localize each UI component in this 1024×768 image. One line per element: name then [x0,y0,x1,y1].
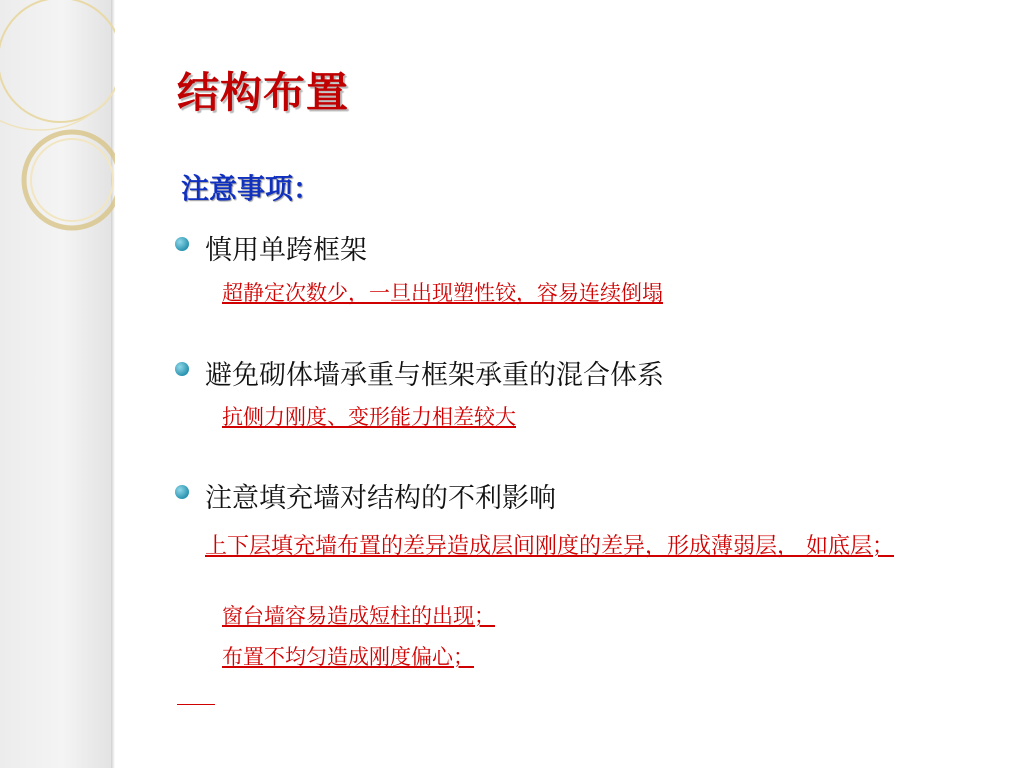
slide-title: 结构布置 [177,68,350,117]
point-1-label: 慎用单跨框架 [205,235,367,266]
slide-subtitle: 注意事项： [181,172,322,205]
point-1-note: 超静定次数少，一旦出现塑性铰，容易连续倒塌 [222,281,663,305]
point-2-note: 抗侧力刚度、变形能力相差较大 [222,405,516,429]
point-3-note-3: 布置不均匀造成刚度偏心； [222,645,474,669]
ring-outer [0,0,115,122]
trailing-underline [177,704,215,705]
bullet-icon [175,485,189,499]
ring-lower [24,132,115,228]
bullet-icon [175,237,189,251]
point-2-label: 避免砌体墙承重与框架承重的混合体系 [205,360,664,391]
point-3-note-1: 上下层填充墙布置的差异造成层间刚度的差异，形成薄弱层， 如底层； [205,534,894,559]
ring-lower-inner [31,139,113,221]
ring-large [0,0,115,130]
decorative-rings [0,0,115,250]
point-3-label: 注意填充墙对结构的不利影响 [205,483,556,514]
point-3-note-2: 窗台墙容易造成短柱的出现； [222,604,495,628]
bullet-icon [175,362,189,376]
